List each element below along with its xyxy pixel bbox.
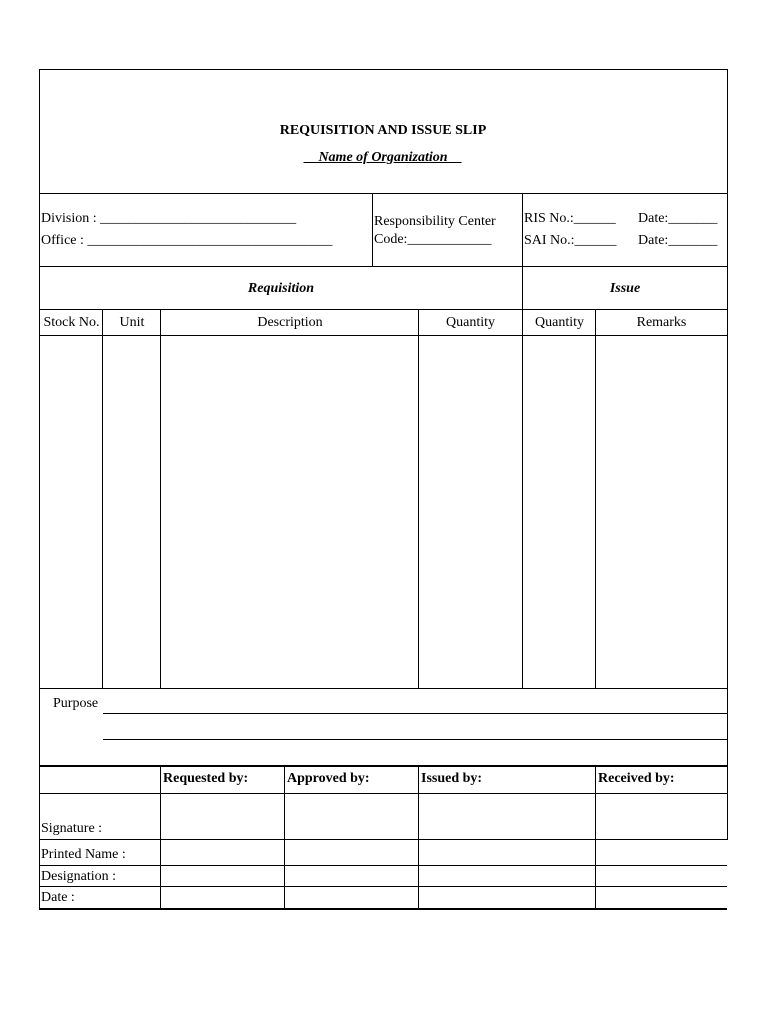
ris-no-field: RIS No.:______ (524, 211, 616, 226)
item-table-bottom-line (39, 688, 727, 689)
purpose-bottom-line (39, 765, 727, 767)
date-row-label: Date : (41, 890, 75, 905)
item-col-line-4 (522, 309, 523, 689)
purpose-label: Purpose (53, 696, 99, 711)
issue-heading: Issue (609, 281, 641, 296)
header-divider (39, 193, 727, 194)
organization-name: __Name of Organization__ (304, 150, 462, 165)
purpose-line-2 (103, 739, 727, 740)
division-field: Division : ____________________________ (41, 211, 297, 226)
signatory-col-line-2 (284, 766, 285, 909)
border-left (39, 69, 40, 909)
column-header-remarks: Remarks (636, 315, 687, 330)
border-top (39, 69, 727, 70)
column-header-quantity-requested: Quantity (446, 315, 495, 330)
ris-date-field: Date:_______ (638, 211, 718, 226)
form-title: REQUISITION AND ISSUE SLIP (279, 123, 487, 138)
column-header-unit: Unit (119, 315, 145, 330)
sai-no-field: SAI No.:______ (524, 233, 617, 248)
designation-row-label: Designation : (41, 869, 117, 884)
column-header-description: Description (257, 315, 323, 330)
column-header-stock-no: Stock No. (43, 315, 100, 330)
signatory-col-line-4 (595, 766, 596, 909)
approved-by-header: Approved by: (287, 771, 370, 786)
printed-name-row-bottom-line (39, 865, 727, 866)
signatory-header-bottom-line (39, 793, 727, 794)
border-bottom (39, 908, 727, 910)
office-field: Office : ___________________________________ (41, 233, 333, 248)
column-header-quantity-issued: Quantity (535, 315, 584, 330)
info-divider-1 (372, 193, 373, 267)
item-col-line-3 (418, 309, 419, 689)
requisition-heading: Requisition (247, 281, 315, 296)
signatory-col-line-3 (418, 766, 419, 909)
requested-by-header: Requested by: (163, 771, 249, 786)
border-right (727, 69, 728, 840)
column-header-bottom-line (39, 335, 727, 336)
signature-row-label: Signature : (41, 821, 103, 836)
designation-row-bottom-line (39, 886, 727, 887)
signatory-col-line-1 (160, 766, 161, 909)
sai-date-field: Date:_______ (638, 233, 718, 248)
responsibility-center-code-field: Code:____________ (374, 232, 492, 247)
info-bottom-line (39, 266, 727, 267)
purpose-line-1 (103, 713, 727, 714)
issued-by-header: Issued by: (421, 771, 483, 786)
responsibility-center-label: Responsibility Center (374, 214, 496, 229)
received-by-header: Received by: (598, 771, 675, 786)
item-col-line-2 (160, 309, 161, 689)
item-col-line-1 (102, 309, 103, 689)
section-heading-bottom-line (39, 309, 727, 310)
item-col-line-5 (595, 309, 596, 689)
signature-row-bottom-line (39, 839, 727, 840)
printed-name-row-label: Printed Name : (41, 847, 126, 862)
